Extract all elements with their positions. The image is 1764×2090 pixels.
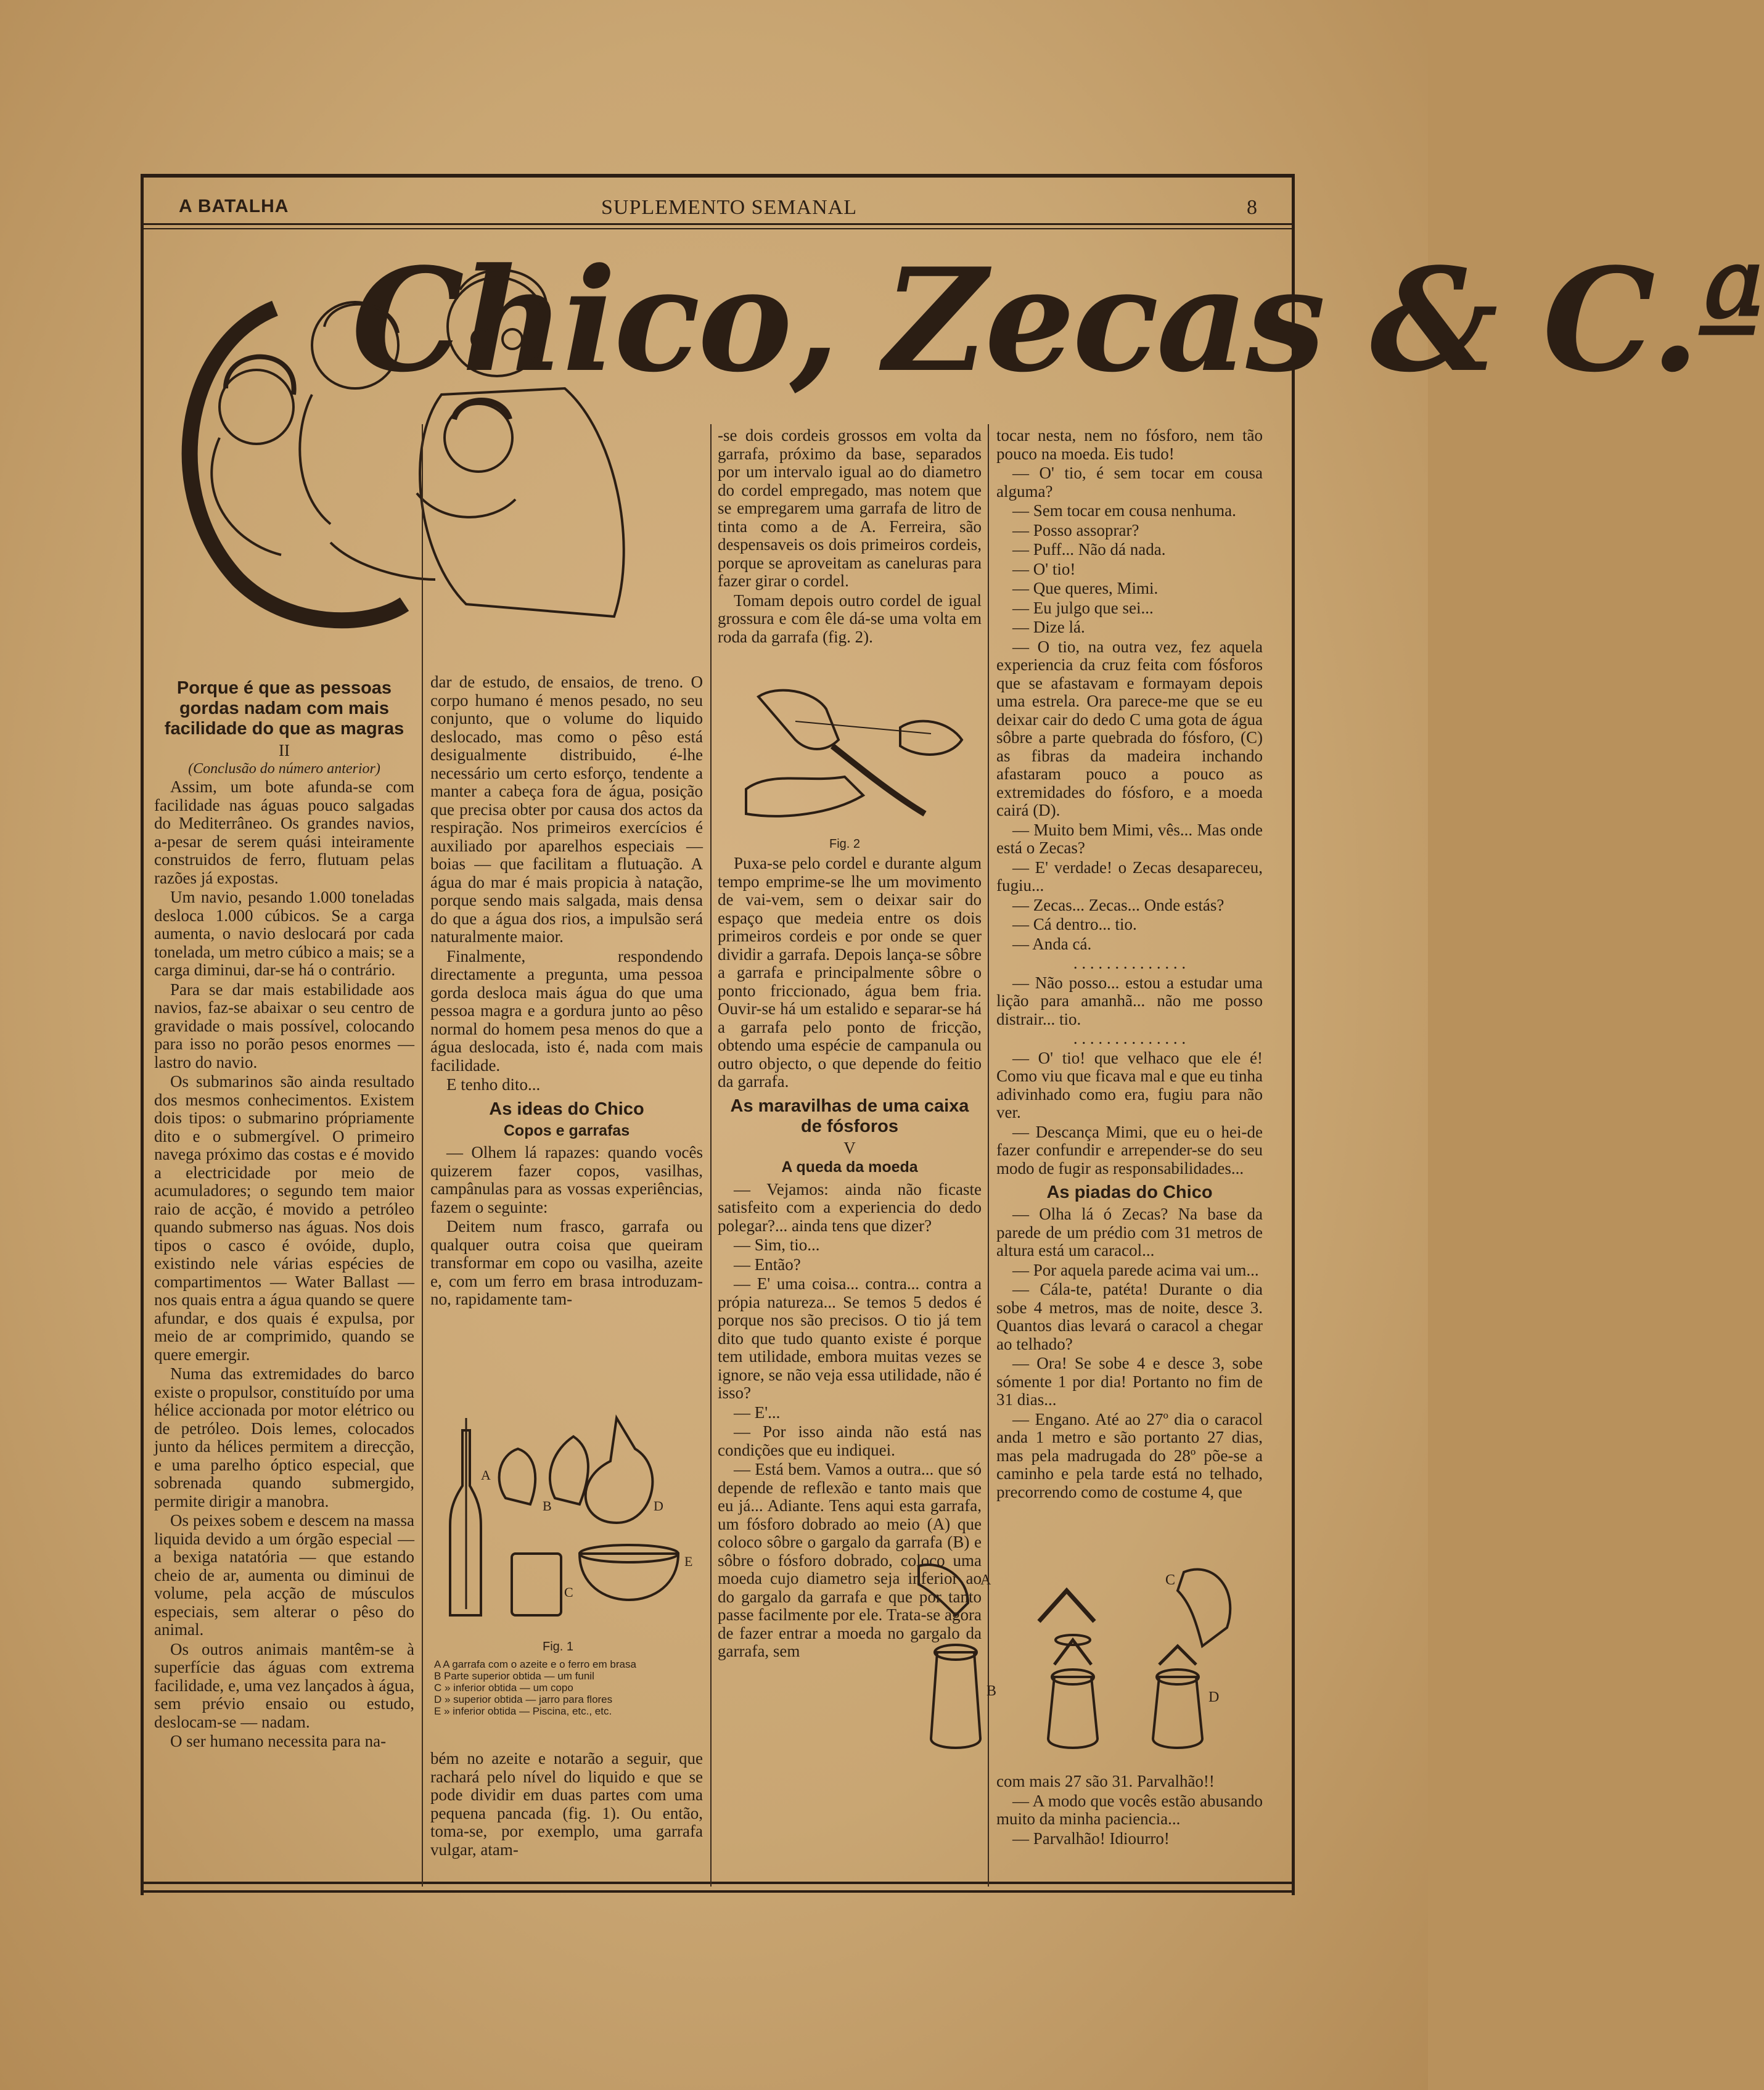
paragraph: — O' tio, é sem tocar em cousa alguma? [996,464,1263,501]
article-title-piadas: As piadas do Chico [1046,1182,1213,1202]
paragraph: — Cála-te, patéta! Durante o dia sobe 4 metros, mas de noite, desce 3. Quantos dias levará o caracol a chegar ao telhado? [996,1280,1263,1353]
paragraph: — A modo que vocês estão abusando muito da minha paciencia... [996,1791,1263,1828]
paragraph: dar de estudo, de ensaios, de treno. O corpo humano é menos pesado, no seu conjunto, que o volume do liquido deslocado, mas como o pêso está desigualmente distribuido, é-lhe necessário um certo esforço, tendente a manter a cabeça fora de água, posição que precisa obter por causa dos actos da respiração. Nos primeiros exercícios é auxiliado por aparelhos especiais — boias — que facilitam a flutuação. A água do mar é mais propicia à natação, porque sendo mais salgada, mais densa do que a água dos rios, a impulsão será naturalmente maior. [430,673,703,946]
paragraph: — E' uma coisa... contra... contra a própia natureza... Se temos 5 dedos é porque nos são precisos. O tio já tem dito que tudo quanto existe é porque tem utilidade, embora muitas vezes se ignore, se não veja essa utilidade, não é isso? [718,1274,982,1402]
paragraph: — Parvalhão! Idiourro! [1012,1829,1170,1848]
fig1-legend-line: D » superior obtida — jarro para flores [434,1694,613,1705]
paper-name: A BATALHA [179,196,289,216]
paragraph: — Está bem. Vamos a outra... que só depende de reflexão e tanto mais que eu já... Adiante. Tens aqui esta garrafa, um fósforo dobrado ao meio (A) que coloco sôbre o gargalo da garrafa (B) e sôbre o fósforo dobrado, coloco uma moeda cujo diametro seja inferior ao do gargalo da garrafa e que por tanto passe facilmente por ele. Trata-se agora de fazer entrar a moeda no gargalo da garrafa, sem [718,1460,982,1660]
article-title-porque: Porque é que as pessoas gordas nadam com mais facilidade do que as magras [164,678,404,739]
fig3-letter-b: B [987,1683,997,1699]
paragraph: — Que queres, Mimi. [1012,579,1159,597]
paragraph: — Então? [734,1255,801,1274]
paragraph: bém no azeite e notarão a seguir, que rachará pelo nível do liquido e que se pode dividir em duas partes com uma pequena pancada (fig. 1). Ou então, toma-se, por exemplo, uma garrafa vulgar, atam- [430,1749,703,1859]
paragraph: Puxa-se pelo cordel e durante algum tempo emprime-se lhe um movimento de vai-vem, sem o deixar sair do espaço que medeia entre os dois primeiros cordeis e por onde se quer dividir a garrafa. Depois lança-se sôbre a garrafa e principalmente sôbre o ponto friccionado, água bem fria. Ouvir-se há um estalido e separar-se há a garrafa pelo ponto de fricção, obtendo uma espécie de campanula ou outro objecto, o que depende do feitio da garrafa. [718,854,982,1091]
page-number: 8 [1247,196,1258,219]
fig1-letter-c: C [564,1584,573,1600]
column-rule-1 [422,424,423,1887]
paragraph: — Vejamos: ainda não ficaste satisfeito com a experiencia do dedo polegar?... ainda tens que dizer? [718,1179,982,1235]
paragraph: — Muito bem Mimi, vês... Mas onde está o Zecas? [996,820,1263,857]
paragraph: com mais 27 são 31. Parvalhão!! [996,1772,1215,1790]
paragraph: tocar nesta, nem no fósforo, nem tão pouco na moeda. Eis tudo! [996,426,1263,463]
paragraph: — E'... [734,1403,781,1422]
header-rule [141,223,1292,225]
paragraph: — Não posso... estou a estudar uma lição para amanhã... não me posso distrair... tio. [996,973,1263,1028]
fig2-label: Fig. 2 [829,837,861,851]
dotted-separator: . . . . . . . . . . . . . . [1073,954,1186,972]
paragraph: — Olhem lá rapazes: quando vocês quizerem fazer copos, vasilhas, campânulas para as vossas experiências, fazem o seguinte: [430,1143,703,1216]
paragraph: — Sim, tio... [734,1236,820,1254]
article-title-ideas: As ideas do Chico [489,1099,644,1119]
fig3-letter-a: A [980,1572,991,1588]
column-4-bottom [996,1772,1263,1877]
article-part-number: V [843,1138,856,1157]
article-note: (Conclusão do número anterior) [188,760,380,777]
article-subtitle-moeda: A queda da moeda [781,1158,918,1176]
article-part-number: II [279,741,290,760]
paragraph: — Ora! Se sobe 4 e desce 3, sobe sómente 1 por dia! Portanto no fim de 31 dias... [996,1354,1263,1409]
figure-2-cord [721,672,980,832]
fig1-legend [434,1658,699,1717]
column-1 [154,673,414,1882]
paragraph: Numa das extremidades do barco existe o propulsor, constituído por uma hélice accionada por motor elétrico ou de petróleo. Dois lemes, colocados junto da hélices permitem a direcção, e uma parelho óptico especial, que sobrenada quando submergido, permite dirigir a manobra. [154,1364,414,1510]
paragraph: Assim, um bote afunda-se com facilidade nas águas pouco salgadas do Mediterrâneo. Os grandes navios, a-pesar de serem quási inteiramente construidos de ferro, flutuam pelas razões já expostas. [154,777,414,887]
masthead-illustration [146,234,688,666]
paragraph: — Cá dentro... tio. [1012,915,1137,933]
paragraph: — Zecas... Zecas... Onde estás? [1012,895,1225,914]
paragraph: Os peixes sobem e descem na massa liquida devido a um órgão especial — a bexiga natatória — que estando cheio de ar, aumenta ou diminui de volume, pela acção de músculos especiais, sem alterar o pêso do animal. [154,1511,414,1639]
paragraph: Os submarinos são ainda resultado dos mesmos conhecimentos. Existem dois tipos: o submarino própriamente dito e o submergível. O primeiro navega próximo das costas e é movido a electricidade por meio de acumuladores; o segundo tem maior raio de acção, é movido a petróleo quando submerso nas águas. Nos dois tipos o casco é ovóide, duplo, existindo nele várias espécies de compartimentos — Water Ballast — nos quais entra a água quando se quere afundar, e dos quais é expulsa, por meio de ar comprimido, quando se quere emergir. [154,1072,414,1364]
figure-3-match-coin [709,1554,1282,1757]
paragraph: Deitem num frasco, garrafa ou qualquer outra coisa que queiram transformar em copo ou vasilha, azeite e, com um ferro em brasa introduzam-no, rapidamente tam- [430,1217,703,1308]
paragraph: — Eu julgo que sei... [1012,598,1154,617]
paragraph: O ser humano necessita para na- [170,1732,387,1750]
paragraph: — Anda cá. [1012,934,1092,953]
column-4 [996,427,1263,1555]
paragraph: — Dize lá. [1012,618,1085,636]
bottom-rule [141,1882,1292,1884]
fig1-legend-line: C » inferior obtida — um copo [434,1682,573,1694]
paragraph: — Descança Mimi, que eu o hei-de fazer confundir e arrepender-se do seu modo de fugir as responsabilidades... [996,1122,1263,1178]
paragraph: -se dois cordeis grossos em volta da garrafa, próximo da base, separados por um intervalo igual ao do diametro do cordel empregado, mas notem que se empregarem uma garrafa de litro de tinta como a de A. Ferreira, são despensaveis os dois primeiros cordeis, porque se aproveitam as caneluras para fazer girar o cordel. [718,426,982,590]
article-subtitle-copos: Copos e garrafas [503,1121,630,1139]
paragraph: Um navio, pesando 1.000 toneladas desloca 1.000 cúbicos. Se a carga aumenta, o navio deslocará por cada tonelada, um metro cúbico a mais; se a carga diminui, dar-se há o contrário. [154,888,414,979]
paragraph: Tomam depois outro cordel de igual grossura e com êle dá-se uma volta em roda da garrafa (fig. 2). [718,591,982,646]
figure-1-bottles [432,1412,703,1634]
paragraph: — Por aquela parede acima vai um... [1012,1260,1259,1279]
fig3-letter-d: D [1208,1689,1220,1705]
paragraph: E tenho dito... [446,1075,541,1094]
paragraph: — Posso assoprar? [1012,520,1139,539]
dotted-separator: . . . . . . . . . . . . . . [1073,1029,1186,1047]
paragraph: — O tio, na outra vez, fez aquela experiencia da cruz feita com fósforos que se afastavam e formayam depois uma estrela. Ora parece-me que se eu deixar cair do dedo C uma gota de água sôbre a parte quebrada do fósforo, (C) as fibras da madeira inchando afastaram pouco a pouco as extremidades do fósforo, e a moeda cairá (D). [996,637,1263,819]
column-2-top [430,673,703,1330]
paragraph: — Olha lá ó Zecas? Na base da parede de um prédio com 31 metros de altura está um caracol... [996,1205,1263,1260]
paragraph: Para se dar mais estabilidade aos navios, faz-se abaixar o seu centro de gravidade o mais possível, colocando para isso no porão pesos enormes — lastro do navio. [154,980,414,1072]
paragraph: — E' verdade! o Zecas desapareceu, fugiu... [996,858,1263,895]
paragraph: — Por isso ainda não está nas condições que eu indiquei. [718,1422,982,1459]
column-2-bottom [430,1750,703,1879]
fig1-letter-e: E [684,1554,693,1569]
fig1-letter-d: D [654,1498,663,1514]
column-3-top [718,427,982,649]
fig1-letter-b: B [543,1498,552,1514]
fig1-legend-line: A A garrafa com o azeite e o ferro em brasa [434,1658,636,1670]
section-title: SUPLEMENTO SEMANAL [601,196,858,219]
fig3-letter-c: C [1165,1572,1176,1588]
paragraph: Finalmente, respondendo directamente a pregunta, uma pessoa gorda desloca mais água do que uma pessoa magra e a gordura junto ao pêso normal do homem pesa menos do que a água deslocada, isto é, nada com mais facilidade. [430,946,703,1075]
paragraph: — Engano. Até ao 27º dia o caracol anda 1 metro e são portanto 27 dias, mas pela madrugada do 28º põe-se a caminho e pela tarde está no telhado, precorrendo como de costume 4, que [996,1409,1263,1501]
fig1-legend-line: E » inferior obtida — Piscina, etc., etc. [434,1705,612,1717]
paragraph: — O' tio! que velhaco que ele é! Como viu que ficava mal e que eu tinha adivinhado como era, fugiu para não ver. [996,1048,1263,1121]
paragraph: — O' tio! [1012,559,1076,578]
article-title-maravilhas: As maravilhas de uma caixa de fósforos [730,1096,969,1136]
bottom-rule-2 [141,1890,1292,1893]
column-3-bottom [718,854,982,1660]
fig1-label: Fig. 1 [543,1640,574,1654]
paragraph: — Puff... Não dá nada. [1012,540,1166,559]
fig1-letter-a: A [481,1467,491,1483]
fig1-legend-line: B Parte superior obtida — um funil [434,1670,594,1682]
top-rule [141,174,1292,178]
masthead-title: Chico, Zecas & C.ª [351,237,1764,404]
paragraph: Os outros animais mantêm-se à superfície das águas com extrema facilidade, e, uma vez lançados à água, sem prévio ensaio ou estudo, deslocam-se — nadam. [154,1639,414,1731]
paragraph: — Sem tocar em cousa nenhuma. [1012,501,1236,520]
